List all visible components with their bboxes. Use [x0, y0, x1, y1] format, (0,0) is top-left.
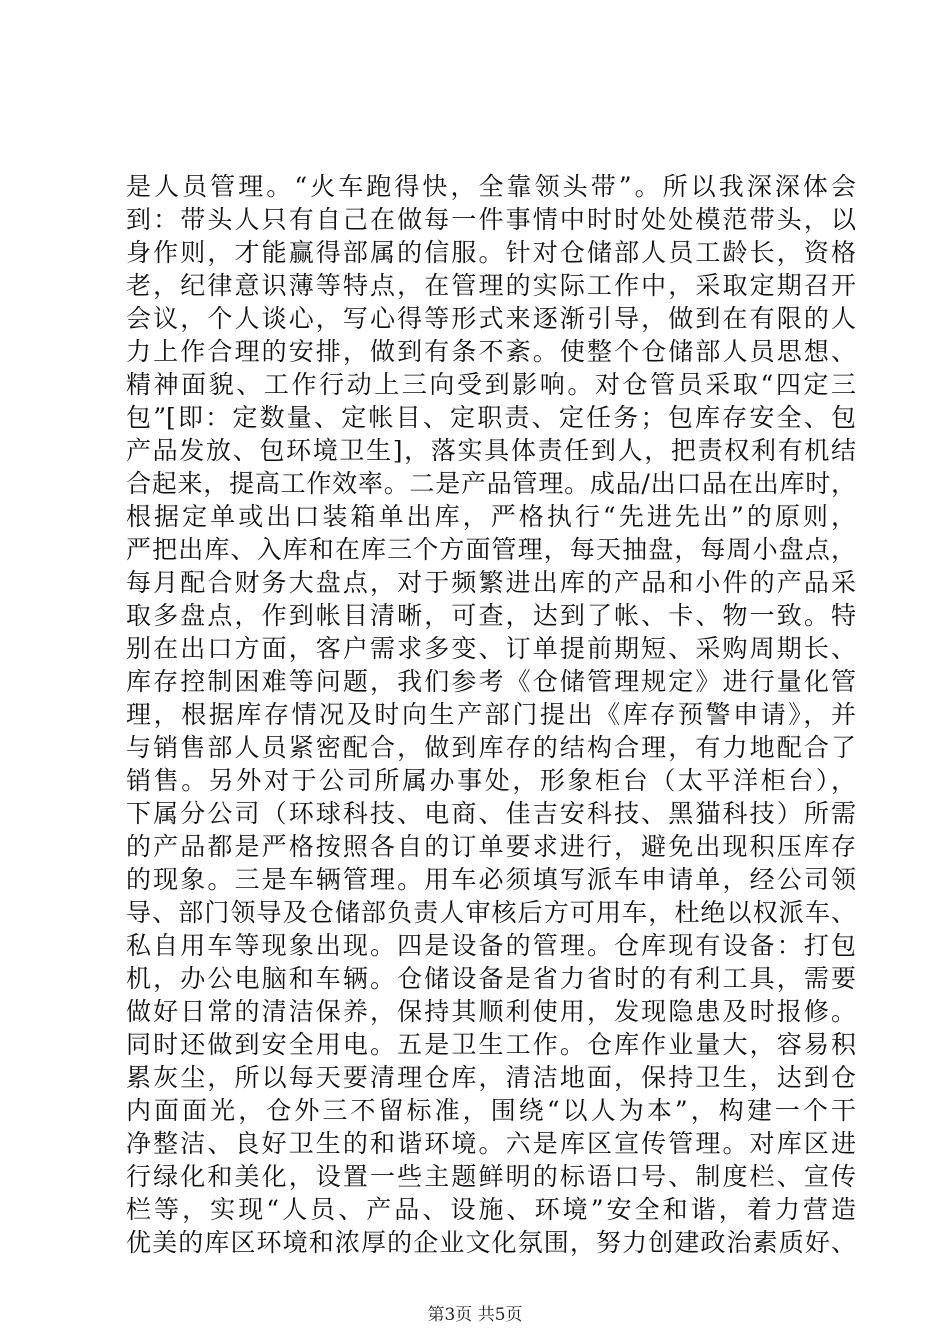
text-line: 取多盘点，作到帐目清晰，可查，达到了帐、卡、物一致。特 — [126, 601, 856, 630]
text-line: 别在出口方面，客户需求多变、订单提前期短、采购周期长、 — [126, 634, 856, 663]
text-line: 根据定单或出口装箱单出库，严格执行“先进先出”的原则， — [126, 502, 856, 531]
text-line: 严把出库、入库和在库三个方面管理，每天抽盘，每周小盘点， — [126, 535, 856, 564]
text-line: 身作则，才能赢得部属的信服。针对仓储部人员工龄长，资格 — [126, 238, 856, 267]
text-line: 与销售部人员紧密配合，做到库存的结构合理，有力地配合了 — [126, 733, 856, 762]
text-line: 累灰尘，所以每天要清理仓库，清洁地面，保持卫生，达到仓 — [126, 1063, 856, 1092]
text-line: 内面面光，仓外三不留标准，围绕“以人为本”，构建一个干 — [126, 1096, 856, 1125]
text-line: 的产品都是严格按照各自的订单要求进行，避免出现积压库存 — [126, 832, 856, 861]
text-line: 机，办公电脑和车辆。仓储设备是省力省时的有利工具，需要 — [126, 964, 856, 993]
text-line: 的现象。三是车辆管理。用车必须填写派车申请单，经公司领 — [126, 865, 856, 894]
text-line: 私自用车等现象出现。四是设备的管理。仓库现有设备：打包 — [126, 931, 856, 960]
text-line: 库存控制困难等问题，我们参考《仓储管理规定》进行量化管 — [126, 667, 856, 696]
text-line: 合起来，提高工作效率。二是产品管理。成品/出口品在出库时， — [126, 469, 856, 498]
text-line: 同时还做到安全用电。五是卫生工作。仓库作业量大，容易积 — [126, 1030, 856, 1059]
body-text — [126, 170, 856, 1259]
text-line: 行绿化和美化，设置一些主题鲜明的标语口号、制度栏、宣传 — [126, 1162, 856, 1191]
text-line: 是人员管理。“火车跑得快，全靠领头带”。所以我深深体会 — [126, 172, 856, 201]
text-line: 到：带头人只有自己在做每一件事情中时时处处模范带头，以 — [126, 205, 856, 234]
text-line: 销售。另外对于公司所属办事处，形象柜台（太平洋柜台）， — [126, 766, 856, 795]
text-line: 老，纪律意识薄等特点，在管理的实际工作中，采取定期召开 — [126, 271, 856, 300]
text-line: 优美的库区环境和浓厚的企业文化氛围，努力创建政治素质好、 — [126, 1228, 856, 1257]
text-line: 包”[即：定数量、定帐目、定职责、定任务；包库存安全、包 — [126, 403, 856, 432]
text-line: 力上作合理的安排，做到有条不紊。使整个仓储部人员思想、 — [126, 337, 856, 366]
text-line: 下属分公司（环球科技、电商、佳吉安科技、黑猫科技）所需 — [126, 799, 856, 828]
text-line: 净整洁、良好卫生的和谐环境。六是库区宣传管理。对库区进 — [126, 1129, 856, 1158]
text-line: 会议，个人谈心，写心得等形式来逐渐引导，做到在有限的人 — [126, 304, 856, 333]
text-line: 导、部门领导及仓储部负责人审核后方可用车，杜绝以权派车、 — [126, 898, 856, 927]
page-number-footer: 第3页 共5页 — [427, 1305, 523, 1325]
text-line: 做好日常的清洁保养，保持其顺利使用，发现隐患及时报修。 — [126, 997, 856, 1026]
text-line: 精神面貌、工作行动上三向受到影响。对仓管员采取“四定三 — [126, 370, 856, 399]
text-line: 栏等，实现“人员、产品、设施、环境”安全和谐，着力营造 — [126, 1195, 856, 1224]
text-line: 理，根据库存情况及时向生产部门提出《库存预警申请》，并 — [126, 700, 856, 729]
text-line: 产品发放、包环境卫生]，落实具体责任到人，把责权利有机结 — [126, 436, 856, 465]
text-line: 每月配合财务大盘点，对于频繁进出库的产品和小件的产品采 — [126, 568, 856, 597]
